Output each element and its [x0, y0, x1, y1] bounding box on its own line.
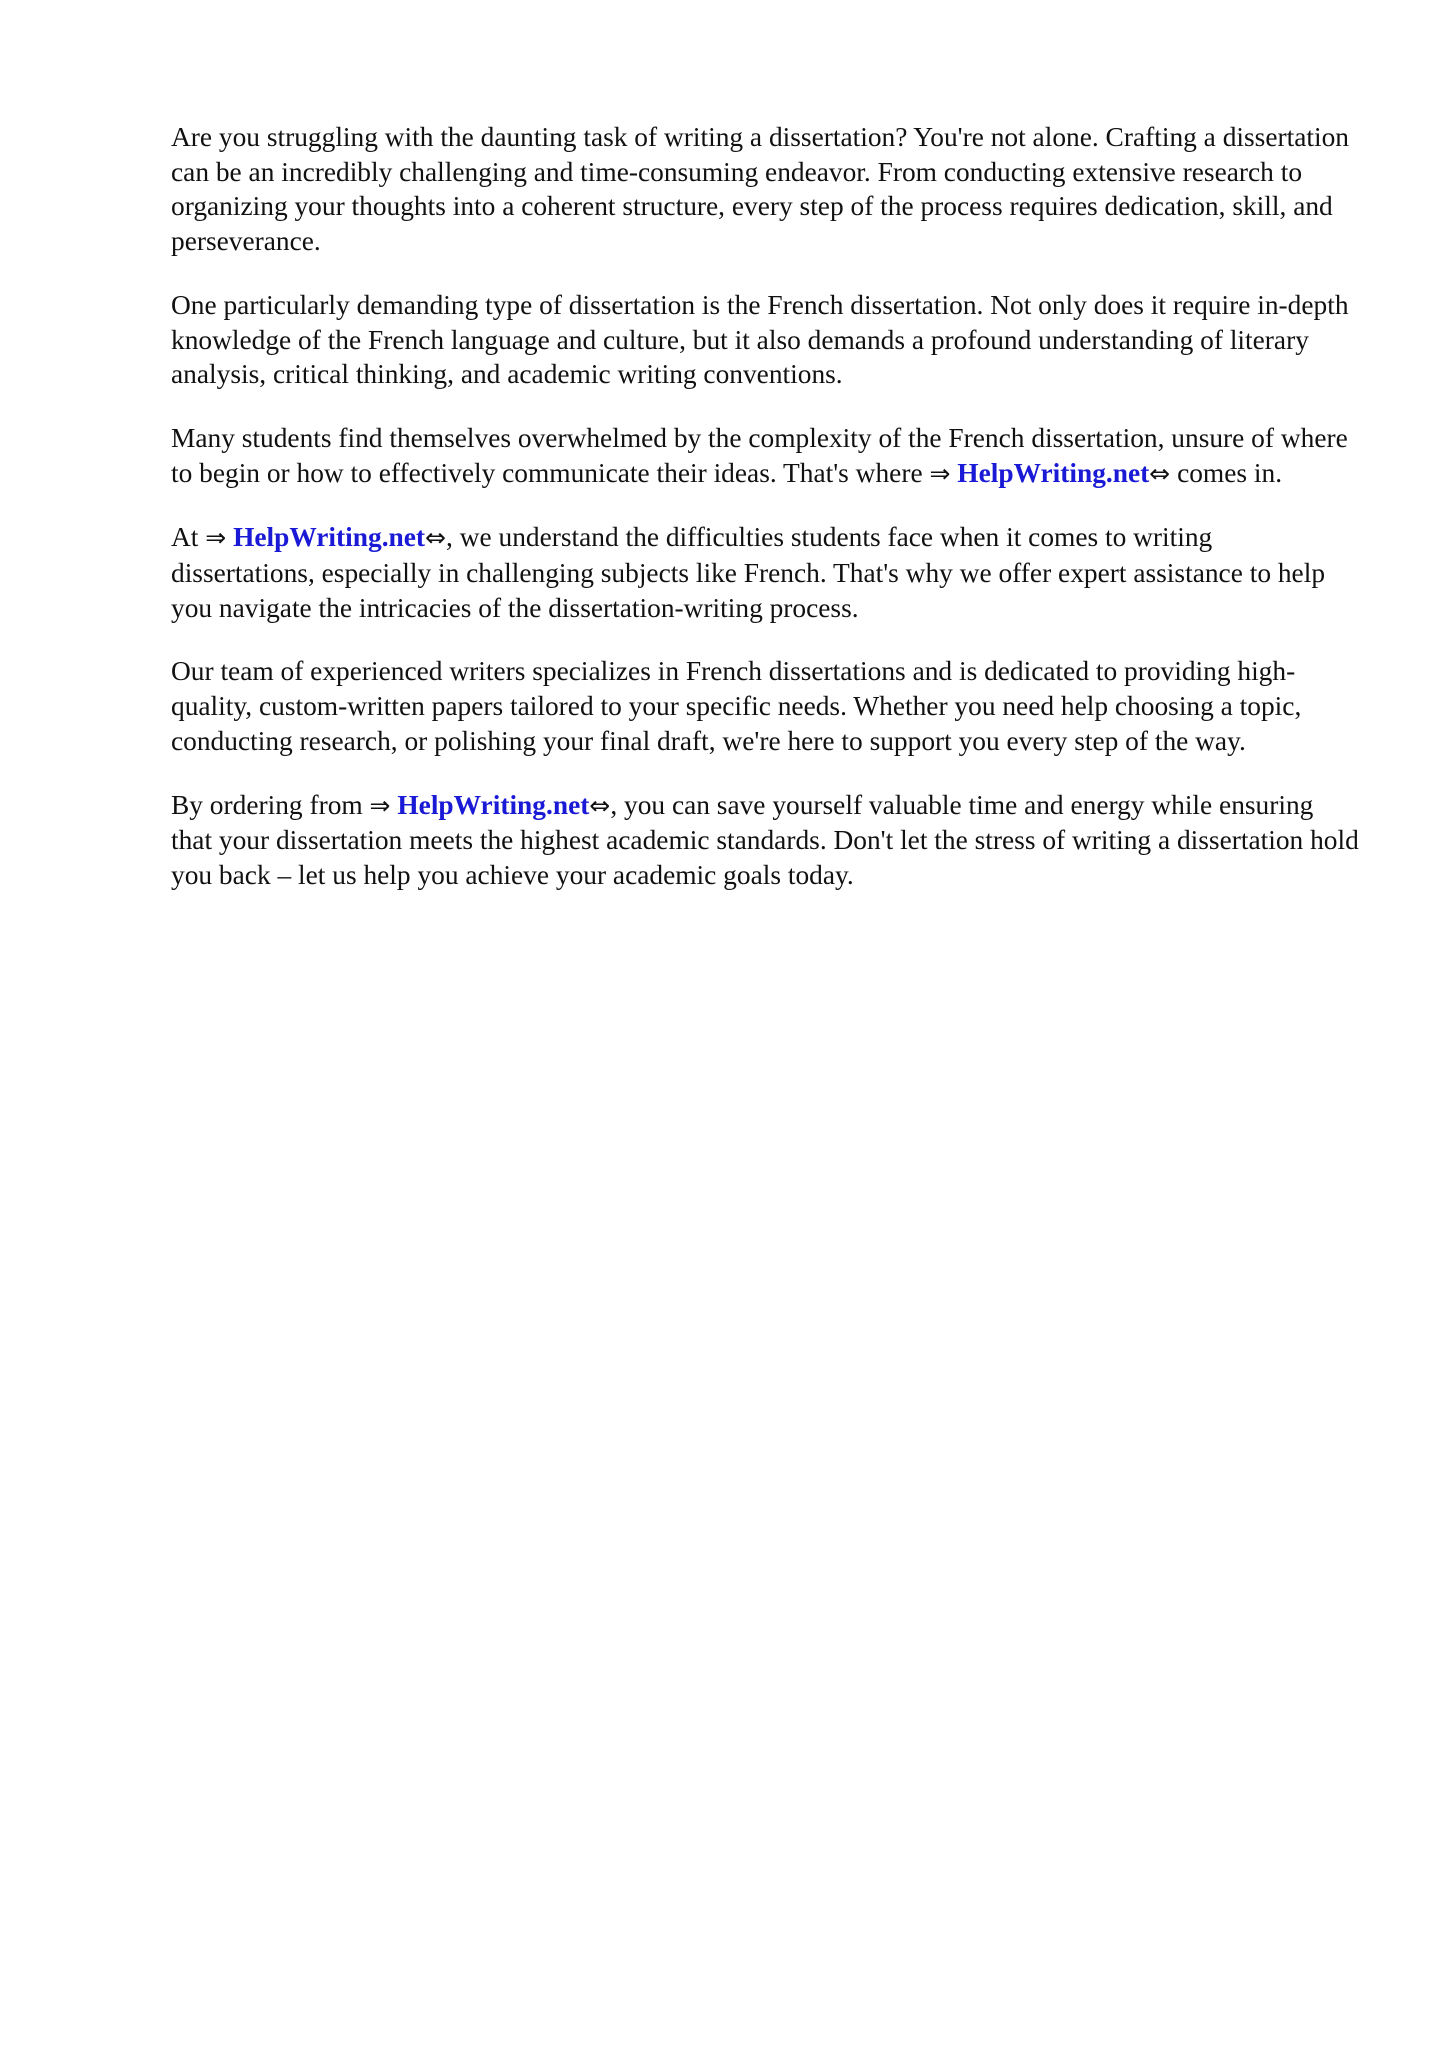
paragraph-overwhelmed — [171, 421, 1361, 491]
paragraph-french-dissertation-text: One particularly demanding type of dissertation is the French dissertation. Not only does it require in-depth knowledge of the French language and culture, but it also demands a profound understanding of literary analysis, critical thinking, and academic writing conventions. — [171, 289, 1349, 390]
double-arrow-icon: ⇔ — [1149, 458, 1171, 488]
paragraph-ordering-text-before: By ordering from — [171, 789, 370, 820]
helpwriting-link[interactable]: HelpWriting.net — [957, 457, 1150, 488]
paragraph-ordering-text-after: , you can save yourself valuable time and energy while ensuring that your dissertation meets the highest academic standards. Don't let the stress of writing a dissertation hold you back – let us help you achieve your academic goals today. — [171, 789, 1359, 890]
paragraph-overwhelmed-text-after: comes in. — [1170, 457, 1283, 488]
paragraph-team — [171, 654, 1361, 758]
paragraph-at-helpwriting — [171, 520, 1361, 625]
paragraph-team-text: Our team of experienced writers specializes in French dissertations and is dedicated to providing high-quality, custom-written papers tailored to your specific needs. Whether you need help choosing a topic, conducting research, or polishing your final draft, we're here to support you every step of the way. — [171, 656, 1302, 756]
paragraph-ordering — [171, 788, 1361, 893]
paragraph-intro-text: Are you struggling with the daunting task of writing a dissertation? You're not alone. Crafting a dissertation can be an incredibly challenging and time-consuming endeavor. From conducting extensive research to organizing your thoughts into a coherent structure, every step of the process requires dedication, skill, and perseverance. — [171, 122, 1349, 257]
helpwriting-link[interactable]: HelpWriting.net — [397, 789, 590, 820]
double-arrow-icon: ⇔ — [425, 523, 447, 553]
paragraph-at-helpwriting-text-before: At — [171, 522, 206, 553]
paragraph-intro — [171, 120, 1361, 259]
double-arrow-icon: ⇔ — [589, 790, 611, 820]
arrow-right-icon: ⇒ — [929, 458, 951, 488]
paragraph-at-helpwriting-text-after: , we understand the difficulties students face when it comes to writing dissertations, especially in challenging subjects like French. That's why we offer expert assistance to help you navigate the intricacies of the dissertation-writing process. — [171, 522, 1326, 623]
paragraph-overwhelmed-text-before: Many students find themselves overwhelmed by the complexity of the French dissertation, unsure of where to begin or how to effectively communicate their ideas. That's where — [171, 422, 1348, 488]
arrow-right-icon: ⇒ — [205, 523, 227, 553]
helpwriting-link[interactable]: HelpWriting.net — [233, 522, 426, 553]
paragraph-french-dissertation — [171, 288, 1361, 392]
document-body — [171, 120, 1361, 922]
arrow-right-icon: ⇒ — [369, 790, 391, 820]
